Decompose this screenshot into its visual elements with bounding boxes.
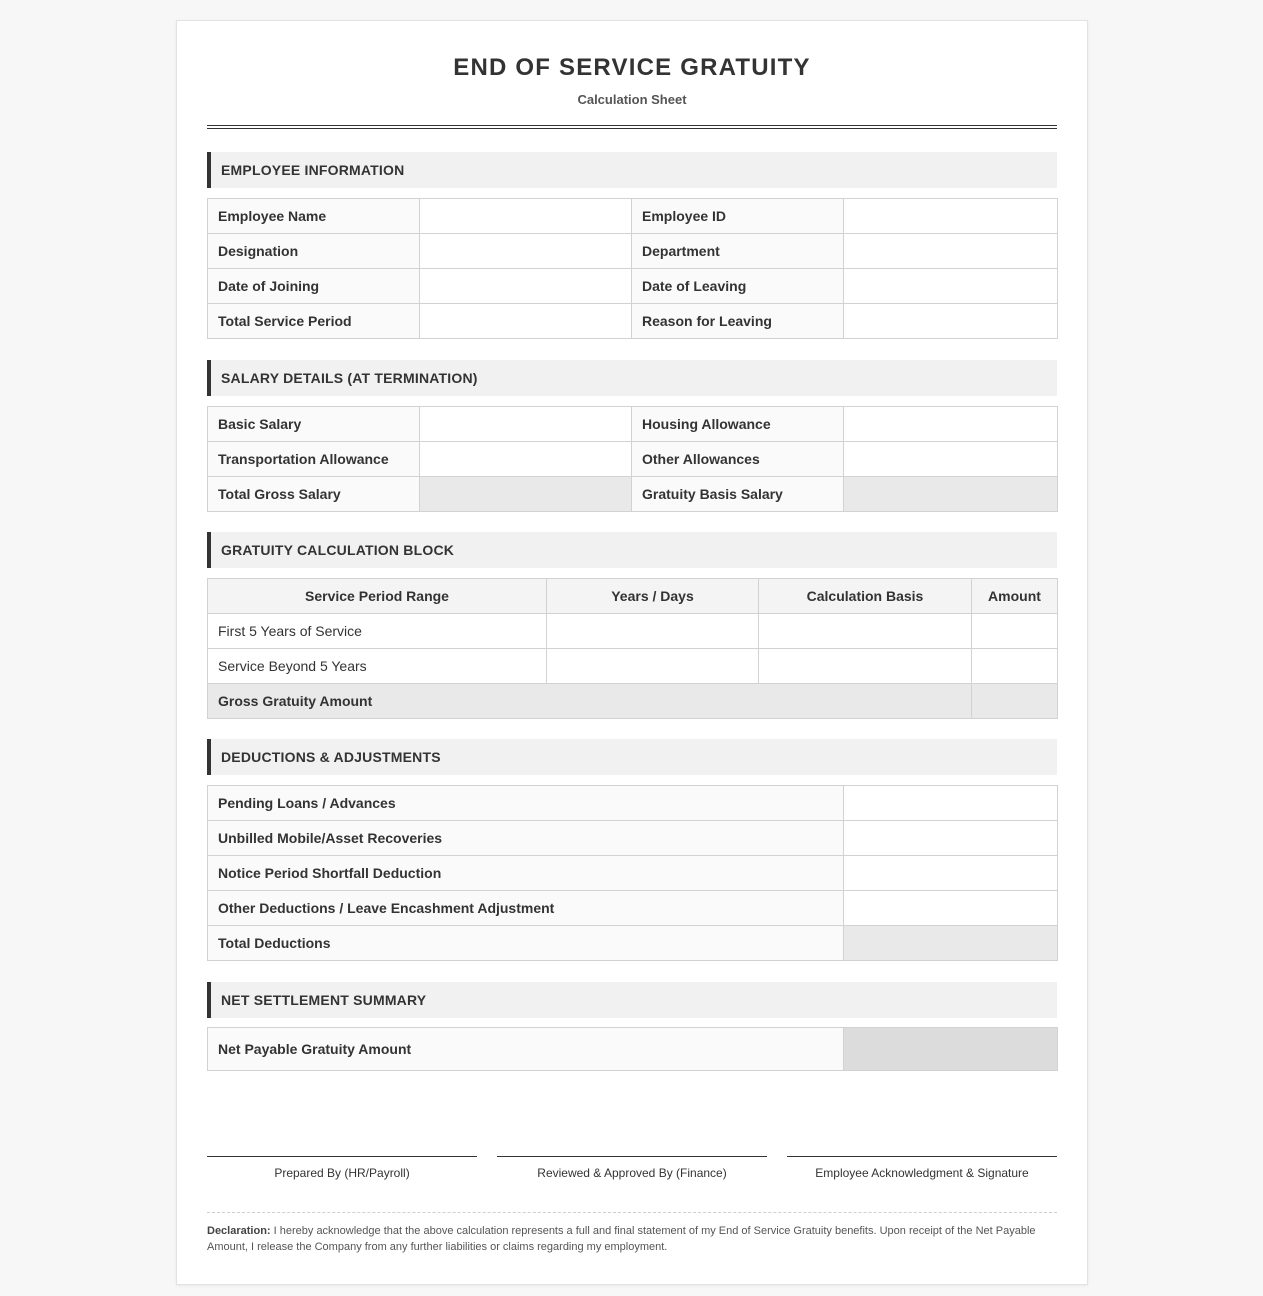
title-divider [207, 125, 1057, 129]
document-subtitle: Calculation Sheet [577, 92, 687, 107]
table-header-row [208, 579, 1058, 614]
signature-label-employee: Employee Acknowledgment & Signature [815, 1166, 1029, 1180]
field-label: Department [632, 234, 844, 269]
pending-loans-field[interactable] [844, 786, 1058, 821]
total-service-period-field[interactable] [420, 304, 632, 339]
table-row [208, 891, 1058, 926]
transportation-allowance-field[interactable] [420, 442, 632, 477]
signature-label-prepared: Prepared By (HR/Payroll) [274, 1166, 410, 1180]
deduction-label: Notice Period Shortfall Deduction [208, 856, 844, 891]
other-deductions-field[interactable] [844, 891, 1058, 926]
field-label: Employee Name [208, 199, 420, 234]
gross-gratuity-label: Gross Gratuity Amount [208, 684, 972, 719]
employee-id-field[interactable] [844, 199, 1058, 234]
column-header: Calculation Basis [759, 579, 972, 614]
gross-gratuity-amount-field[interactable] [972, 684, 1058, 719]
declaration-text: I hereby acknowledge that the above calculation represents a full and final statement of my End of Service Gratuity benefits. Upon receipt of the Net Payable Amount, I release the Company from any further liabilities or claims regarding my employment. [207, 1225, 1036, 1253]
field-label: Other Allowances [632, 442, 844, 477]
table-row [208, 407, 1058, 442]
column-header: Service Period Range [208, 579, 547, 614]
gratuity-calculation-table [207, 578, 1058, 719]
reason-for-leaving-field[interactable] [844, 304, 1058, 339]
years-days-field[interactable] [547, 614, 759, 649]
date-of-leaving-field[interactable] [844, 269, 1058, 304]
section-heading-net-settlement: NET SETTLEMENT SUMMARY [207, 982, 1057, 1018]
total-deductions-label: Total Deductions [208, 926, 844, 961]
section-heading-gratuity-calculation: GRATUITY CALCULATION BLOCK [207, 532, 1057, 568]
net-payable-label: Net Payable Gratuity Amount [208, 1028, 844, 1071]
notice-shortfall-field[interactable] [844, 856, 1058, 891]
deduction-label: Pending Loans / Advances [208, 786, 844, 821]
signature-line-reviewed[interactable] [497, 1156, 767, 1157]
calculation-basis-field[interactable] [759, 614, 972, 649]
employee-name-field[interactable] [420, 199, 632, 234]
employee-info-table [207, 198, 1058, 339]
table-row [208, 477, 1058, 512]
total-deductions-field[interactable] [844, 926, 1058, 961]
table-row [208, 199, 1058, 234]
field-label: Gratuity Basis Salary [632, 477, 844, 512]
column-header: Years / Days [547, 579, 759, 614]
department-field[interactable] [844, 234, 1058, 269]
table-row [208, 614, 1058, 649]
table-row [208, 856, 1058, 891]
signature-label-reviewed: Reviewed & Approved By (Finance) [537, 1166, 727, 1180]
table-row [208, 786, 1058, 821]
row-label: First 5 Years of Service [208, 614, 547, 649]
housing-allowance-field[interactable] [844, 407, 1058, 442]
designation-field[interactable] [420, 234, 632, 269]
field-label: Transportation Allowance [208, 442, 420, 477]
declaration-divider [207, 1212, 1057, 1213]
table-row [208, 821, 1058, 856]
net-payable-amount-field[interactable] [844, 1028, 1058, 1071]
section-heading-employee-info: EMPLOYEE INFORMATION [207, 152, 1057, 188]
field-label: Housing Allowance [632, 407, 844, 442]
date-of-joining-field[interactable] [420, 269, 632, 304]
net-settlement-table [207, 1027, 1058, 1071]
gratuity-sheet [176, 20, 1088, 1285]
table-row [208, 304, 1058, 339]
amount-field[interactable] [972, 614, 1058, 649]
section-heading-deductions: DEDUCTIONS & ADJUSTMENTS [207, 739, 1057, 775]
deduction-label: Unbilled Mobile/Asset Recoveries [208, 821, 844, 856]
field-label: Date of Leaving [632, 269, 844, 304]
signature-line-employee[interactable] [787, 1156, 1057, 1157]
declaration-label: Declaration: [207, 1225, 271, 1237]
field-label: Reason for Leaving [632, 304, 844, 339]
row-label: Service Beyond 5 Years [208, 649, 547, 684]
field-label: Total Service Period [208, 304, 420, 339]
amount-field[interactable] [972, 649, 1058, 684]
table-row [208, 234, 1058, 269]
deduction-label: Other Deductions / Leave Encashment Adjustment [208, 891, 844, 926]
table-row [208, 1028, 1058, 1071]
deductions-table [207, 785, 1058, 961]
total-row [208, 684, 1058, 719]
column-header: Amount [972, 579, 1058, 614]
section-heading-salary-details: SALARY DETAILS (AT TERMINATION) [207, 360, 1057, 396]
years-days-field[interactable] [547, 649, 759, 684]
basic-salary-field[interactable] [420, 407, 632, 442]
field-label: Basic Salary [208, 407, 420, 442]
asset-recoveries-field[interactable] [844, 821, 1058, 856]
table-row [208, 442, 1058, 477]
field-label: Employee ID [632, 199, 844, 234]
document-title: END OF SERVICE GRATUITY [453, 54, 811, 81]
other-allowances-field[interactable] [844, 442, 1058, 477]
field-label: Date of Joining [208, 269, 420, 304]
table-row [208, 649, 1058, 684]
declaration [207, 1223, 1057, 1255]
signature-line-prepared[interactable] [207, 1156, 477, 1157]
gratuity-basis-salary-field[interactable] [844, 477, 1058, 512]
field-label: Total Gross Salary [208, 477, 420, 512]
field-label: Designation [208, 234, 420, 269]
total-gross-salary-field[interactable] [420, 477, 632, 512]
total-row [208, 926, 1058, 961]
salary-details-table [207, 406, 1058, 512]
table-row [208, 269, 1058, 304]
calculation-basis-field[interactable] [759, 649, 972, 684]
